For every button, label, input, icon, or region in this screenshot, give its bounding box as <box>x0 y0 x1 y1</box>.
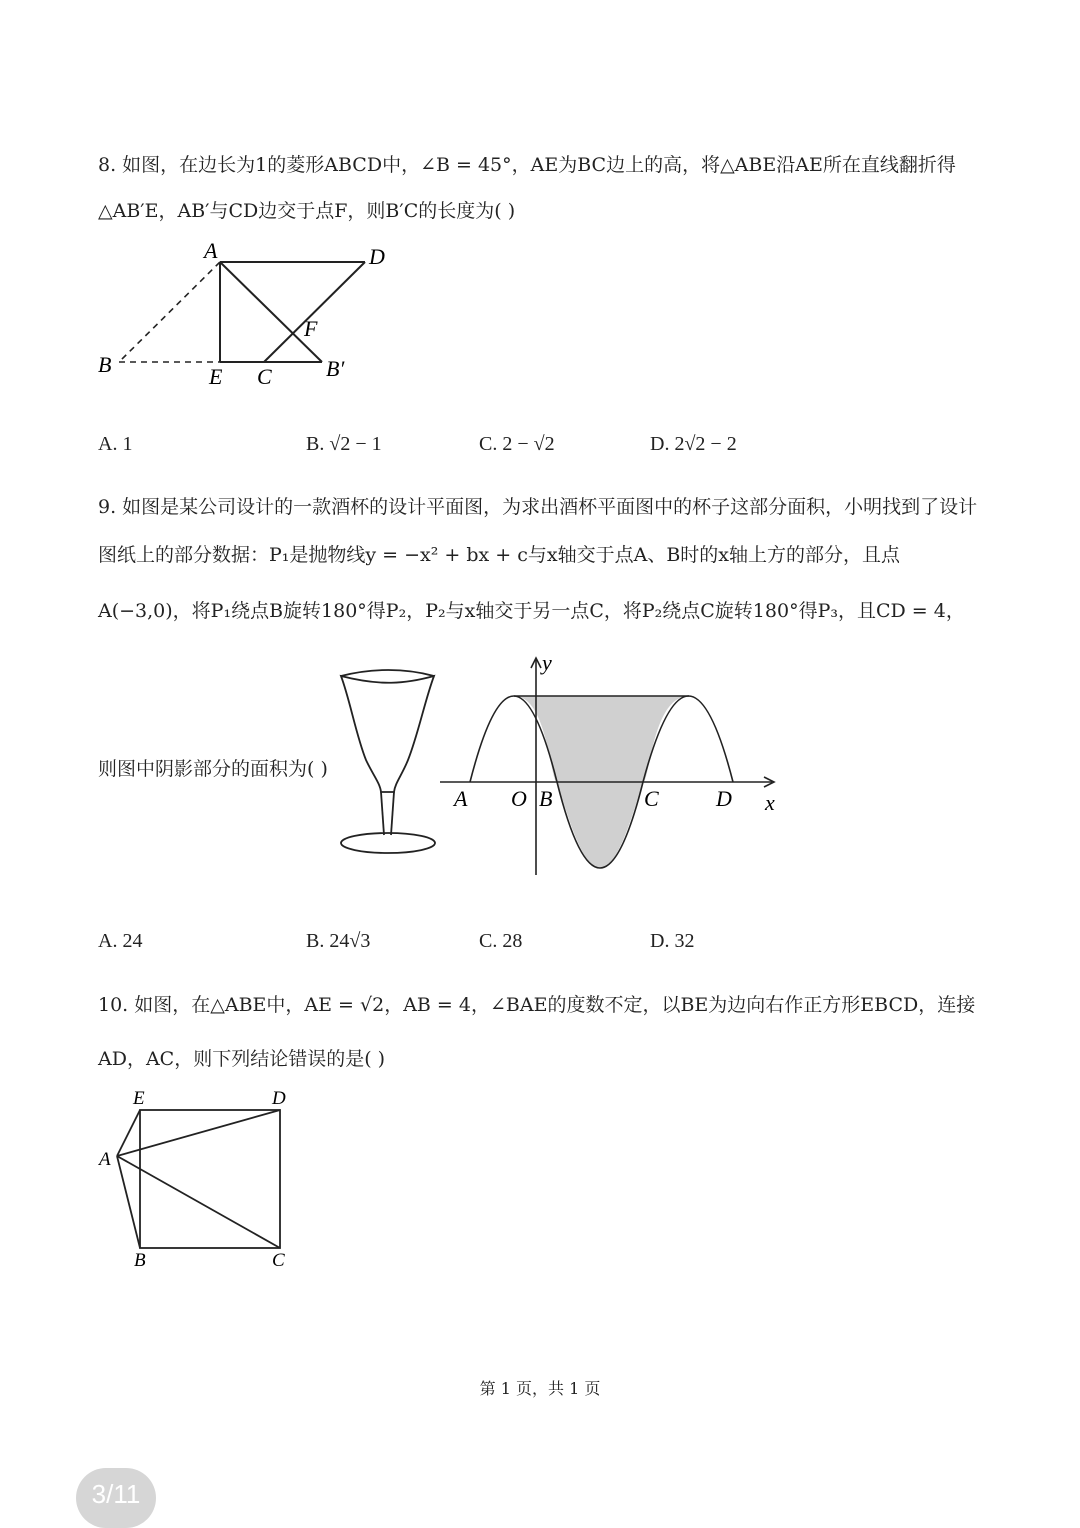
q9-option-b: B. 24√3 <box>306 930 371 952</box>
q8-option-c: C. 2 − √2 <box>479 433 555 455</box>
q10-text-line2: AD，AC，则下列结论错误的是( ) <box>98 1048 386 1070</box>
q9-label-D: D <box>716 786 732 811</box>
q10-square-EBCD <box>140 1110 280 1248</box>
q10-label-A: A <box>99 1149 111 1170</box>
q9-label-y: y <box>542 650 552 675</box>
q8-label-F: F <box>304 316 318 341</box>
q8-label-B: B <box>98 352 112 377</box>
q10-label-C: C <box>272 1250 285 1271</box>
q10-label-E: E <box>133 1088 145 1109</box>
q8-label-E: E <box>209 364 223 389</box>
q9-label-A: A <box>454 786 468 811</box>
q8-option-b: B. √2 − 1 <box>306 433 382 455</box>
q8-label-C: C <box>257 364 272 389</box>
q9-label-C: C <box>644 786 659 811</box>
q9-label-x: x <box>765 790 775 815</box>
q10-segment-AB <box>117 1156 140 1248</box>
page-footer: 第 1 页，共 1 页 <box>479 1379 601 1398</box>
q9-label-B: B <box>539 786 553 811</box>
q8-option-d: D. 2√2 − 2 <box>650 433 737 455</box>
q9-option-a: A. 24 <box>98 930 143 952</box>
q8-text-line1: 8. 如图，在边长为1的菱形ABCD中，∠B = 45°，AE为BC边上的高，将△ABE沿AE所在直线翻折得 <box>98 154 956 176</box>
q8-label-A: A <box>204 238 218 263</box>
q9-label-O: O <box>511 786 527 811</box>
page-indicator[interactable]: 3/11 <box>76 1468 156 1528</box>
q9-option-c: C. 28 <box>479 930 523 952</box>
q9-text-line4: 则图中阴影部分的面积为( ) <box>98 758 328 780</box>
q9-text-line1: 9. 如图是某公司设计的一款酒杯的设计平面图，为求出酒杯平面图中的杯子这部分面积，小明找到了设计 <box>98 496 978 518</box>
q9-text-line3: A(−3,0)，将P₁绕点B旋转180°得P₂，P₂与x轴交于另一点C，将P₂绕点C旋转180°得P₃，且CD = 4， <box>98 600 965 622</box>
q10-label-D: D <box>272 1088 286 1109</box>
q10-text-line1: 10. 如图，在△ABE中，AE = √2，AB = 4，∠BAE的度数不定，以BE为边向右作正方形EBCD，连接 <box>98 994 976 1016</box>
q8-text-line2: △AB′E，AB′与CD边交于点F，则B′C的长度为( ) <box>98 200 516 222</box>
q9-text-line2: 图纸上的部分数据：P₁是抛物线y = −x² + bx + c与x轴交于点A、B时的x轴上方的部分，且点 <box>98 544 901 566</box>
q8-label-D: D <box>369 244 385 269</box>
q10-label-B: B <box>134 1250 146 1271</box>
q10-segment-AE <box>117 1110 140 1156</box>
q10-segment-AD <box>117 1110 280 1156</box>
q9-option-d: D. 32 <box>650 930 695 952</box>
q8-label-Bp: B′ <box>326 356 345 381</box>
q10-segment-AC <box>117 1156 280 1248</box>
q8-option-a: A. 1 <box>98 433 133 455</box>
